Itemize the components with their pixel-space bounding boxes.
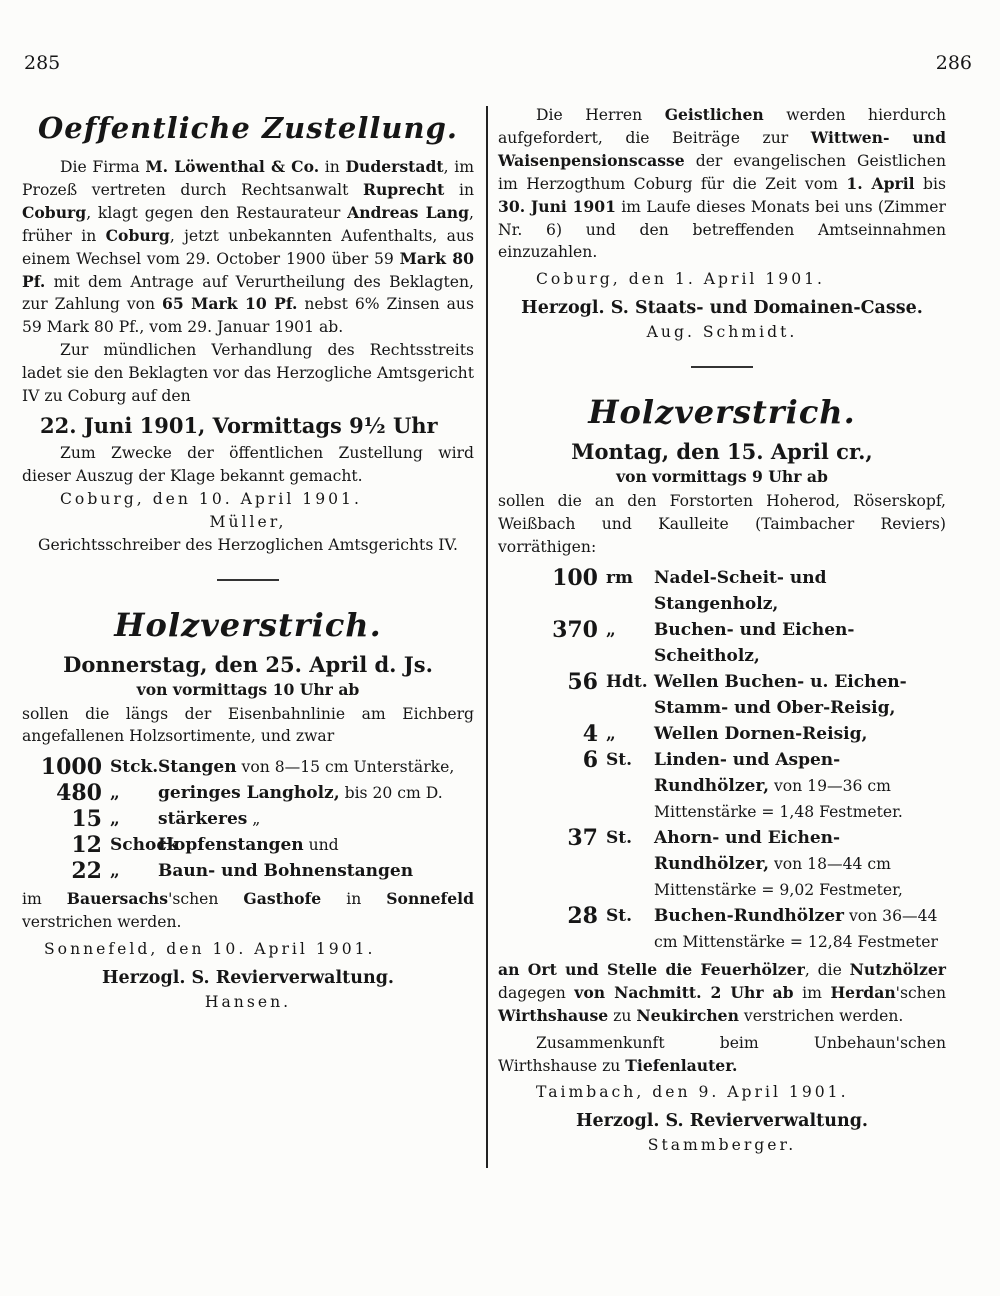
text-run: bis (914, 174, 946, 193)
emphasized-text: Hopfenstangen (158, 835, 304, 856)
emphasized-text: 1. April (846, 173, 915, 193)
text-run: Die Firma (60, 158, 146, 176)
place-date: Sonnefeld, den 10. April 1901. (44, 940, 376, 959)
item-unit: St. (606, 749, 633, 770)
text-run: und (303, 836, 339, 855)
auction-date: Donnerstag, den 25. April d. Js. (63, 651, 433, 677)
text-run: „ (247, 810, 261, 829)
signer-title: Gerichtsschreiber des Herzoglichen Amtsgerichts IV. (38, 535, 458, 554)
emphasized-text: Nutzhölzer (849, 959, 946, 979)
emphasized-text: Coburg (105, 225, 170, 245)
item-quantity: 12 (71, 832, 102, 859)
emphasized-text: Linden- und Aspen-Rundhölzer, (654, 749, 841, 796)
place-date: Coburg, den 10. April 1901. (60, 489, 362, 508)
emphasized-text: Andreas Lang (347, 202, 470, 222)
emphasized-text: Tiefenlauter. (625, 1055, 738, 1075)
emphasized-text: Baun- und Bohnenstangen (158, 861, 414, 882)
text-run: 'schen (895, 983, 946, 1002)
item-description (654, 565, 946, 617)
emphasized-text: von Nachmitt. 2 Uhr ab (574, 982, 794, 1002)
text-run: von 8—15 cm Unterstärke, (236, 758, 455, 777)
office-signature: Herzogl. S. Revierverwaltung. (101, 968, 395, 989)
emphasized-text: Wirthshause (498, 1005, 609, 1025)
text-run: in (319, 158, 346, 176)
item-quantity: 370 (552, 616, 598, 643)
emphasized-text: Gasthofe (243, 889, 322, 909)
section-rule (217, 579, 279, 581)
item-quantity: 480 (56, 780, 102, 807)
emphasized-text: Ruprecht (363, 179, 445, 199)
emphasized-text: 30. Juni 1901 (498, 196, 616, 216)
section-rule (691, 366, 753, 368)
text-run: im Laufe dieses Monats bei uns (Zimmer Nr. 6) und den betreffenden Amtseinnahmen einzuzahlen. (498, 197, 946, 262)
item-quantity: 56 (567, 668, 598, 695)
page-number-right: 286 (935, 52, 972, 74)
text-run: werden hierdurch aufgefordert, die Beiträge zur (498, 106, 946, 147)
item-description (654, 903, 946, 955)
place-date: Taimbach, den 9. April 1901. (536, 1083, 849, 1102)
item-unit: St. (606, 905, 633, 926)
text-run: bis 20 cm D. (339, 784, 443, 803)
item-description (158, 780, 474, 806)
item-unit: „ (110, 809, 120, 830)
item-unit: „ (606, 723, 616, 744)
auction-intro: sollen die längs der Eisenbahnlinie am Eichberg angefallenen Holzsortimente, und zwar (22, 704, 474, 746)
item-description (654, 747, 946, 825)
auction-heading: Holzverstrich. (588, 393, 856, 432)
left-column (22, 104, 474, 1014)
column-divider (486, 106, 488, 1168)
item-unit: „ (606, 619, 616, 640)
emphasized-text: Buchen- und Eichen-Scheitholz, (654, 619, 855, 666)
auction-closing (22, 888, 474, 934)
emphasized-text: Wellen Buchen- u. Eichen-Stamm- und Ober-Reisig, (654, 671, 907, 718)
emphasized-text: Herdan (830, 982, 896, 1002)
emphasized-text: Geistlichen (664, 105, 764, 124)
text-run: , jetzt unbekannten Aufenthalts, aus einem Wechsel vom 29. October 1900 über 59 (22, 226, 474, 268)
emphasized-text: M. Löwenthal & Co. (145, 157, 320, 176)
emphasized-text: Nadel-Scheit- und Stangenholz, (654, 567, 827, 614)
item-unit: Schock (110, 835, 179, 856)
office-signature: Herzogl. S. Revierverwaltung. (575, 1111, 869, 1132)
item-description (654, 617, 946, 669)
emphasized-text: geringes Langholz, (158, 783, 340, 804)
item-quantity: 22 (71, 858, 102, 885)
text-run: verstrichen werden. (738, 1006, 904, 1025)
signer-name: Aug. Schmidt. (646, 323, 798, 342)
signer-name: Hansen. (204, 993, 292, 1012)
item-quantity: 1000 (40, 754, 102, 781)
text-run: zu (608, 1006, 637, 1025)
text-run: Die Herren (536, 106, 665, 124)
auction-intro: sollen die an den Forstorten Hoherod, Röserskopf, Weißbach und Kaulleite (Taimbacher Reviers) vorräthigen: (498, 492, 946, 556)
text-run: von 36—44 cm Mittenstärke = 12,84 Festmeter (654, 906, 938, 951)
item-unit: Stck. (110, 757, 159, 778)
text-run: Zusammenkunft beim Unbehaun'schen Wirthshause zu (498, 1033, 946, 1075)
item-unit: rm (606, 567, 633, 588)
right-column (498, 104, 946, 1157)
emphasized-text: Neukirchen (636, 1005, 739, 1025)
text-run: im (793, 983, 831, 1002)
item-unit: St. (606, 827, 633, 848)
auction-time: von vormittags 10 Uhr ab (136, 679, 360, 699)
meeting-note (498, 1032, 946, 1078)
item-quantity: 15 (71, 806, 102, 833)
emphasized-text: 65 Mark 10 Pf. (162, 294, 298, 314)
emphasized-text: Duderstadt (345, 157, 444, 176)
item-description (158, 754, 474, 780)
office-signature: Herzogl. S. Staats- und Domainen-Casse. (521, 298, 923, 319)
item-unit: „ (110, 861, 120, 882)
text-run: von 18—44 cm Mittenstärke = 9,02 Festmeter, (654, 854, 903, 899)
emphasized-text: Bauersachs (66, 889, 169, 909)
emphasized-text: Sonnefeld (386, 889, 474, 909)
item-description (654, 825, 946, 903)
text-run: von 19—36 cm Mittenstärke = 1,48 Festmeter. (654, 776, 903, 821)
emphasized-text: Mark 80 Pf. (22, 248, 474, 291)
emphasized-text: Ahorn- und Eichen-Rundhölzer, (654, 827, 841, 874)
auction-closing (498, 959, 946, 1028)
text-run: in (444, 180, 474, 199)
auction-time: von vormittags 9 Uhr ab (616, 467, 828, 487)
emphasized-text: stärkeres (158, 809, 248, 830)
item-list (498, 565, 946, 955)
item-quantity: 28 (567, 902, 598, 929)
emphasized-text: Wellen Dornen-Reisig, (654, 723, 868, 744)
text-run: , im Prozeß vertreten durch Rechtsanwalt (22, 158, 474, 199)
item-quantity: 100 (552, 564, 598, 591)
text-run: , die (804, 960, 850, 979)
text-run: im (22, 890, 67, 909)
text-run: mit dem Antrage auf Verurtheilung des Beklagten, zur Zahlung von (22, 272, 474, 314)
auction-date: Montag, den 15. April cr., (571, 439, 873, 465)
text-run: der evangelischen Geistlichen im Herzogthum Coburg für die Zeit vom (498, 151, 946, 193)
purpose-paragraph: Zum Zwecke der öffentlichen Zustellung wird dieser Auszug der Klage bekannt gemacht. (22, 443, 474, 485)
notice-heading: Oeffentliche Zustellung. (38, 111, 458, 145)
page-number-left: 285 (24, 52, 61, 74)
item-quantity: 37 (567, 824, 598, 851)
item-description (158, 806, 474, 832)
text-run: , klagt gegen den Restaurateur (86, 203, 348, 222)
item-list (22, 754, 474, 884)
emphasized-text: Wittwen- und Waisenpensionscasse (498, 127, 946, 170)
notice-paragraph (498, 104, 946, 264)
item-quantity: 4 (582, 720, 598, 747)
text-run: nebst 6% Zinsen aus 59 Mark 80 Pf., vom 29. Januar 1901 ab. (22, 295, 474, 337)
emphasized-text: an Ort und Stelle die Feuerhölzer (498, 959, 805, 979)
item-description (654, 721, 946, 747)
item-quantity: 6 (582, 746, 598, 773)
auction-heading: Holzverstrich. (114, 605, 382, 644)
signer-name: Stammberger. (647, 1136, 797, 1155)
emphasized-text: Coburg (22, 202, 87, 222)
text-run: 'schen (168, 890, 244, 909)
text-run: verstrichen werden. (22, 913, 182, 932)
item-description (158, 832, 474, 858)
text-run: , früher in (22, 203, 474, 245)
text-run: in (321, 890, 387, 909)
text-run: dagegen (498, 983, 575, 1002)
item-unit: Hdt. (606, 671, 648, 692)
item-description (654, 669, 946, 721)
summons-paragraph: Zur mündlichen Verhandlung des Rechtsstreits ladet sie den Beklagten vor das Herzogliche Amtsgericht IV zu Coburg auf den (22, 341, 474, 406)
notice-paragraph (22, 156, 474, 339)
emphasized-text: Buchen-Rundhölzer (654, 905, 844, 926)
place-date: Coburg, den 1. April 1901. (536, 270, 826, 289)
emphasized-text: Stangen (158, 757, 237, 778)
item-unit: „ (110, 783, 120, 804)
item-description (158, 858, 474, 884)
signer-name: Müller, (209, 512, 287, 531)
hearing-date: 22. Juni 1901, Vormittags 9½ Uhr (40, 412, 438, 438)
